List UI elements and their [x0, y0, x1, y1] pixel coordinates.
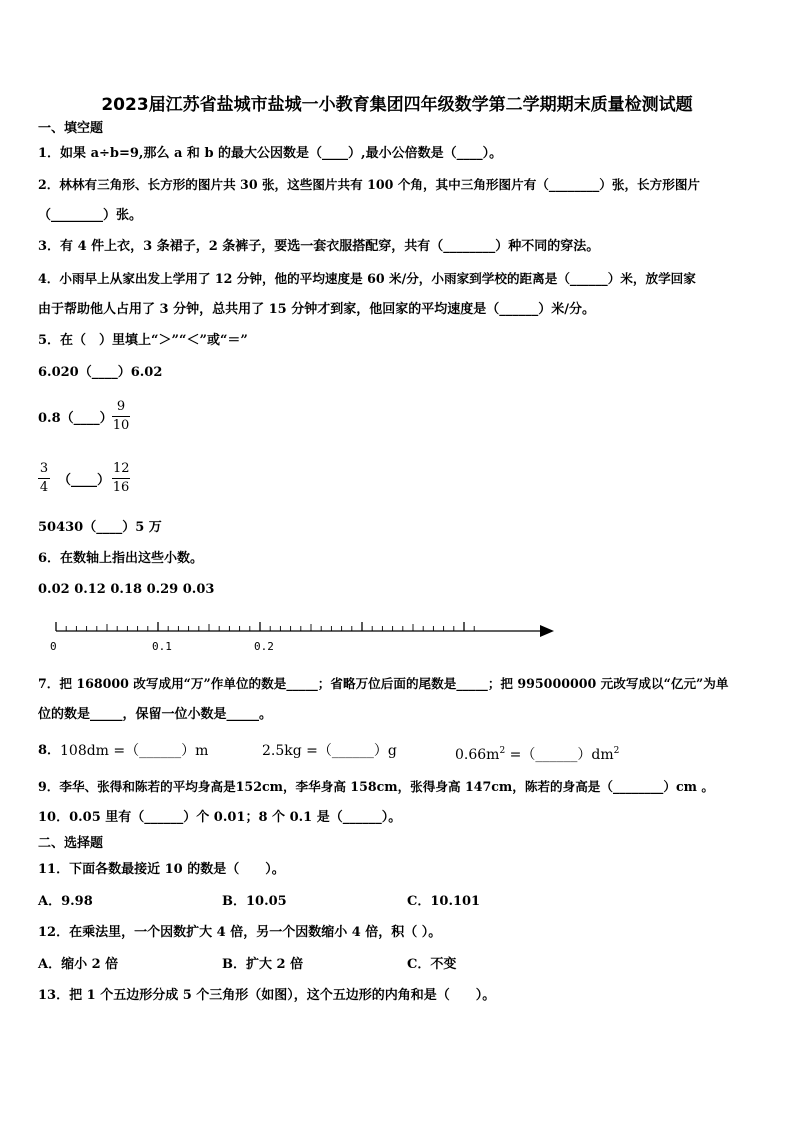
question-5d: 50430（____）5 万 — [38, 520, 162, 535]
number-line-label: 0 — [50, 640, 57, 653]
fraction-numerator: 9 — [116, 399, 126, 414]
question-11-option-c: C．10.101 — [407, 894, 481, 909]
section-heading-fill: 一、填空题 — [38, 121, 104, 136]
superscript: 2 — [499, 746, 506, 756]
fraction-numerator: 12 — [113, 461, 130, 476]
question-5c-fraction-right — [112, 461, 130, 496]
question-8c — [455, 743, 619, 763]
question-11-option-b: B．10.05 — [222, 894, 287, 909]
question-13: 13．把 1 个五边形分成 5 个三角形（如图），这个五边形的内角和是（ ）。 — [38, 988, 496, 1003]
question-5c-fraction-left — [38, 461, 50, 496]
question-7-line-1: 7．把 168000 改写成用“万”作单位的数是_____；省略万位后面的尾数是_____；把 995000000 元改写成以“亿元”为单 — [38, 676, 729, 691]
arrow-head-icon — [540, 625, 554, 637]
question-11: 11．下面各数最接近 10 的数是（ ）。 — [38, 862, 285, 877]
question-2-line-1: 2．林林有三角形、长方形的图片共 30 张，这些图片共有 100 个角，其中三角形图片有（________）张，长方形图片 — [38, 177, 701, 192]
fraction-bar — [38, 478, 50, 479]
fraction-denominator: 4 — [39, 480, 49, 495]
question-4-line-1: 4．小雨早上从家出发上学用了 12 分钟，他的平均速度是 60 米/分，小雨家到学校的距离是（______）米，放学回家 — [38, 271, 696, 286]
question-2-line-2: （________）张。 — [38, 208, 143, 223]
question-5b-fraction — [112, 399, 130, 434]
fraction-denominator: 10 — [112, 418, 130, 433]
number-line — [40, 615, 560, 657]
question-8c-pre: 0.66m — [455, 747, 500, 763]
question-12-option-c: C．不变 — [407, 957, 457, 972]
question-1: 1．如果 a÷b=9,那么 a 和 b 的最大公因数是（____）,最小公倍数是（____）。 — [38, 146, 503, 161]
question-5c-blank: （____） — [58, 473, 111, 488]
number-line-label: 0.1 — [152, 640, 172, 653]
fraction-denominator: 16 — [112, 480, 130, 495]
question-6-values: 0.02 0.12 0.18 0.29 0.03 — [38, 582, 215, 597]
question-3: 3．有 4 件上衣，3 条裙子，2 条裤子，要选一套衣服搭配穿，共有（________）种不同的穿法。 — [38, 239, 600, 254]
section-heading-choice: 二、选择题 — [38, 836, 104, 851]
question-12: 12．在乘法里，一个因数扩大 4 倍，另一个因数缩小 4 倍，积（ ）。 — [38, 925, 442, 940]
question-7-line-2: 位的数是_____，保留一位小数是_____。 — [38, 707, 273, 722]
question-9: 9．李华、张得和陈若的平均身高是152cm，李华身高 158cm，张得身高 147cm，陈若的身高是（________）cm 。 — [38, 779, 714, 794]
number-line-labels — [50, 640, 274, 653]
page-title: 2023届江苏省盐城市盐城一小教育集团四年级数学第二学期期末质量检测试题 — [101, 95, 693, 115]
question-8a: 108dm =（______）m — [60, 743, 209, 759]
question-12-option-b: B．扩大 2 倍 — [222, 957, 304, 972]
fraction-bar — [112, 416, 130, 417]
question-8b: 2.5kg =（______）g — [262, 743, 397, 759]
question-5: 5．在（ ）里填上“＞”“＜”或“＝” — [38, 333, 248, 348]
question-11-option-a: A．9.98 — [38, 894, 93, 909]
question-10: 10．0.05 里有（______）个 0.01；8 个 0.1 是（______）。 — [38, 810, 402, 825]
question-5b-left: 0.8（____） — [38, 411, 113, 426]
question-5a: 6.020（____）6.02 — [38, 365, 163, 380]
question-4-line-2: 由于帮助他人占用了 3 分钟，总共用了 15 分钟才到家，他回家的平均速度是（______）米/分。 — [38, 302, 595, 317]
question-6: 6．在数轴上指出这些小数。 — [38, 551, 204, 566]
number-line-label: 0.2 — [254, 640, 274, 653]
question-8c-mid: =（______）dm — [505, 747, 614, 763]
question-12-option-a: A．缩小 2 倍 — [38, 957, 119, 972]
superscript: 2 — [613, 746, 620, 756]
question-8-label: 8． — [38, 743, 61, 758]
fraction-numerator: 3 — [39, 461, 49, 476]
fraction-bar — [112, 478, 130, 479]
number-line-ticks — [56, 622, 474, 631]
